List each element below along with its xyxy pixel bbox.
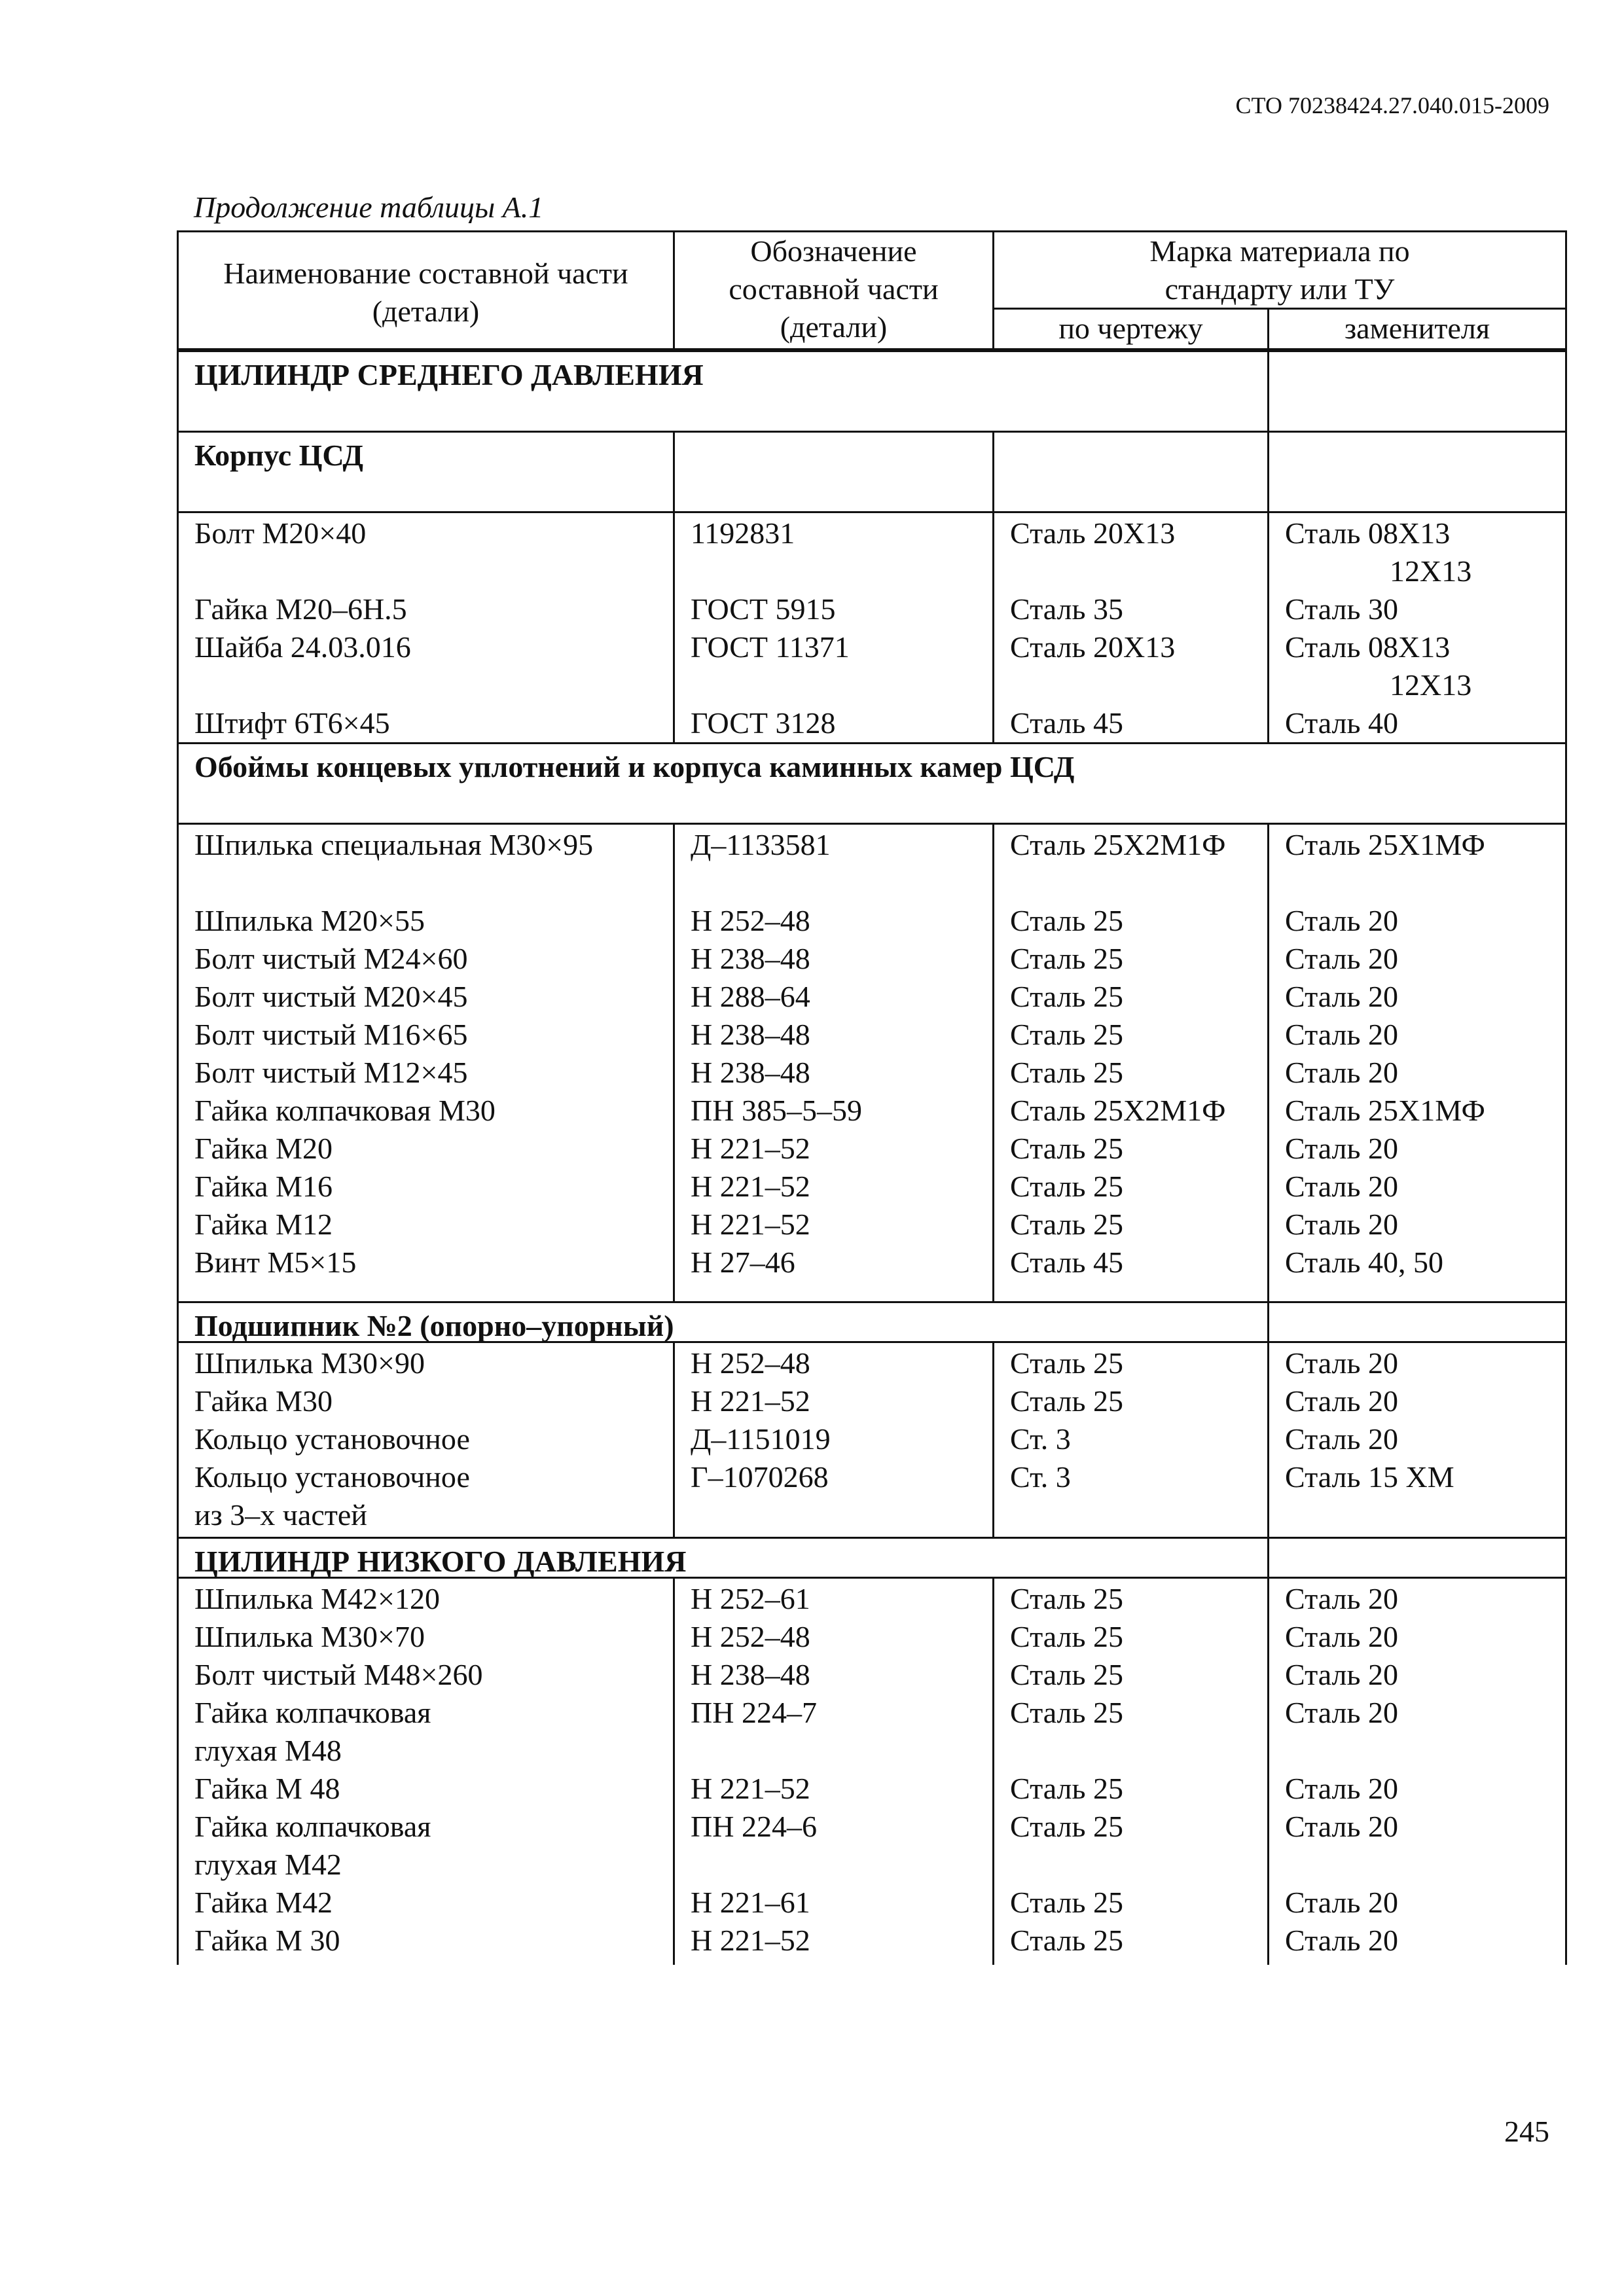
table-cell: Сталь 20	[1285, 1346, 1398, 1380]
table-cell	[1285, 864, 1549, 902]
section-title: Подшипник №2 (опорно–упорный)	[194, 1309, 674, 1342]
table-cell: Сталь 20	[1285, 1422, 1398, 1456]
table-cell: Н 252–48	[691, 904, 810, 937]
header-material: Марка материала по стандарту или ТУ	[992, 232, 1565, 310]
table-cell	[691, 552, 977, 590]
table-cell: ГОСТ 5915	[691, 592, 836, 626]
table-cell: Сталь 25Х2М1Ф	[1010, 1094, 1226, 1127]
table-cell: Гайка колпачковая М30	[194, 1094, 496, 1127]
designation-column	[673, 513, 992, 742]
substitute-column	[1267, 825, 1565, 1301]
section-row	[179, 744, 1565, 825]
table-cell: Гайка М12	[194, 1208, 333, 1241]
table-cell: Кольцо установочное	[194, 1460, 470, 1494]
table-cell: Сталь 20	[1285, 942, 1398, 975]
table-cell	[194, 666, 657, 704]
table-cell: Шпилька М20×55	[194, 904, 425, 937]
table-cell: Сталь 20	[1285, 1018, 1398, 1051]
table-cell: Сталь 08Х13	[1285, 630, 1451, 664]
table-cell: Гайка М20	[194, 1132, 333, 1165]
table-cell	[691, 864, 977, 902]
table-cell: Сталь 45	[1010, 706, 1123, 740]
table-cell: Сталь 25	[1010, 1582, 1123, 1615]
table-cell: Кольцо установочное	[194, 1422, 470, 1456]
table-cell: Гайка М20–6Н.5	[194, 592, 407, 626]
table-cell: Болт М20×40	[194, 516, 367, 550]
table-cell: Н 238–48	[691, 1018, 810, 1051]
table-cell: Н 27–46	[691, 1246, 795, 1279]
table-cell: Гайка М 48	[194, 1772, 340, 1805]
empty-cell	[992, 433, 1267, 511]
table-cell: Сталь 25Х1МФ	[1285, 1094, 1485, 1127]
empty-cell	[1267, 1303, 1565, 1341]
page-number: 245	[1504, 2115, 1549, 2148]
table-cell: из 3–х частей	[194, 1498, 367, 1532]
table-cell: Сталь 20	[1285, 1772, 1398, 1805]
table-cell: Сталь 20	[1285, 1056, 1398, 1089]
table-cell: Н 221–52	[691, 1924, 810, 1957]
table-cell: Сталь 25	[1010, 1346, 1123, 1380]
section-title: Корпус ЦСД	[194, 439, 364, 472]
table-cell: Болт чистый М48×260	[194, 1658, 483, 1691]
table-cell	[1010, 552, 1252, 590]
table-cell: Сталь 35	[1010, 592, 1123, 626]
table-cell	[1010, 1732, 1252, 1770]
substitute-column	[1267, 1343, 1565, 1537]
table-cell: Винт М5×15	[194, 1246, 357, 1279]
table-cell: Н 238–48	[691, 1658, 810, 1691]
table-cell: Сталь 25	[1010, 1810, 1123, 1843]
table-cell	[1285, 1496, 1549, 1534]
table-cell: Сталь 08Х13	[1285, 516, 1451, 550]
table-cell: Болт чистый М12×45	[194, 1056, 468, 1089]
table-cell: Сталь 25	[1010, 1886, 1123, 1919]
table-cell	[194, 864, 657, 902]
data-row-group	[179, 1343, 1565, 1539]
table-cell: Гайка колпачковая	[194, 1810, 431, 1843]
table-cell	[691, 666, 977, 704]
table-cell: глухая М42	[194, 1848, 342, 1881]
table-cell: Ст. 3	[1010, 1422, 1071, 1456]
table-cell: 12Х13	[1390, 668, 1472, 702]
table-cell: Сталь 20	[1285, 1658, 1398, 1691]
table-cell: Болт чистый М24×60	[194, 942, 468, 975]
designation-column	[673, 1579, 992, 1965]
table-cell: Н 221–52	[691, 1170, 810, 1203]
material-column	[992, 1343, 1267, 1537]
table-cell: Н 252–61	[691, 1582, 810, 1615]
table-cell: Сталь 20	[1285, 1620, 1398, 1653]
table-cell	[194, 552, 657, 590]
table-caption: Продолжение таблицы А.1	[194, 190, 544, 224]
table-cell: Сталь 25	[1010, 1924, 1123, 1957]
materials-table	[177, 230, 1567, 1965]
header-substitute: заменителя	[1267, 310, 1565, 348]
table-cell: 1192831	[691, 516, 795, 550]
table-cell: Н 238–48	[691, 942, 810, 975]
material-column	[992, 513, 1267, 742]
section-title: Обоймы концевых уплотнений и корпуса каминных камер ЦСД	[194, 750, 1075, 783]
table-cell: Сталь 20	[1285, 1810, 1398, 1843]
table-cell	[691, 1732, 977, 1770]
data-row-group	[179, 825, 1565, 1303]
table-cell: ПН 224–7	[691, 1696, 817, 1729]
table-cell: Болт чистый М20×45	[194, 980, 468, 1013]
table-cell: Сталь 20	[1285, 1924, 1398, 1957]
table-cell	[691, 1846, 977, 1884]
table-cell: ПН 224–6	[691, 1810, 817, 1843]
header-name: Наименование составной части (детали)	[223, 257, 628, 328]
table-cell: Н 288–64	[691, 980, 810, 1013]
table-cell: Сталь 20	[1285, 1132, 1398, 1165]
table-cell: Сталь 25	[1010, 1658, 1123, 1691]
table-cell	[1010, 666, 1252, 704]
material-column	[992, 1579, 1267, 1965]
table-cell: 12Х13	[1390, 554, 1472, 588]
table-cell: Н 221–52	[691, 1208, 810, 1241]
table-cell: Н 252–48	[691, 1620, 810, 1653]
table-cell: Сталь 20	[1285, 1384, 1398, 1418]
document-code: СТО 70238424.27.040.015-2009	[1235, 92, 1549, 118]
table-cell: Н 252–48	[691, 1346, 810, 1380]
section-title: ЦИЛИНДР НИЗКОГО ДАВЛЕНИЯ	[194, 1545, 687, 1578]
table-cell: Сталь 20	[1285, 1208, 1398, 1241]
table-cell: Сталь 20Х13	[1010, 516, 1176, 550]
table-cell: Сталь 20	[1285, 904, 1398, 937]
table-cell: Гайка М16	[194, 1170, 333, 1203]
table-cell: Сталь 25Х2М1Ф	[1010, 828, 1226, 861]
section-title: ЦИЛИНДР СРЕДНЕГО ДАВЛЕНИЯ	[194, 358, 704, 391]
table-cell: Д–1133581	[691, 828, 831, 861]
table-cell: глухая М48	[194, 1734, 342, 1767]
table-cell: Сталь 25	[1010, 1620, 1123, 1653]
table-cell: Сталь 25	[1010, 942, 1123, 975]
table-cell: Н 238–48	[691, 1056, 810, 1089]
table-cell: Н 221–61	[691, 1886, 810, 1919]
section-row	[179, 1303, 1565, 1343]
header-by-drawing: по чертежу	[992, 310, 1267, 348]
substitute-column	[1267, 513, 1565, 742]
table-cell: Шайба 24.03.016	[194, 630, 411, 664]
table-cell: Г–1070268	[691, 1460, 829, 1494]
table-cell: Н 221–52	[691, 1384, 810, 1418]
section-row	[179, 352, 1565, 433]
table-cell: Н 221–52	[691, 1772, 810, 1805]
data-row-group	[179, 513, 1565, 744]
table-header	[179, 232, 1565, 352]
table-cell: Сталь 20	[1285, 980, 1398, 1013]
empty-cell	[1267, 433, 1565, 511]
table-cell: Д–1151019	[691, 1422, 831, 1456]
table-cell: Ст. 3	[1010, 1460, 1071, 1494]
data-row-group	[179, 1579, 1565, 1965]
section-row	[179, 433, 1565, 513]
table-cell: Гайка М30	[194, 1384, 333, 1418]
table-cell: Сталь 25	[1010, 1170, 1123, 1203]
table-cell: Шпилька М42×120	[194, 1582, 440, 1615]
table-cell: Шпилька М30×90	[194, 1346, 425, 1380]
table-cell: Сталь 25	[1010, 1056, 1123, 1089]
table-cell: Н 221–52	[691, 1132, 810, 1165]
table-body	[179, 352, 1565, 1965]
empty-cell	[1267, 1539, 1565, 1577]
table-cell	[1285, 1732, 1549, 1770]
header-designation: Обозначение составной части (детали)	[673, 232, 992, 348]
table-cell: Сталь 20	[1285, 1886, 1398, 1919]
part-name-column	[179, 513, 673, 742]
table-cell: Сталь 40	[1285, 706, 1398, 740]
designation-column	[673, 1343, 992, 1537]
table-cell: Шпилька М30×70	[194, 1620, 425, 1653]
table-cell: Сталь 20	[1285, 1696, 1398, 1729]
table-cell: Сталь 25	[1010, 980, 1123, 1013]
table-cell	[1010, 864, 1252, 902]
substitute-column	[1267, 1579, 1565, 1965]
table-cell: ПН 385–5–59	[691, 1094, 862, 1127]
table-cell: Сталь 15 ХМ	[1285, 1460, 1454, 1494]
part-name-column	[179, 825, 673, 1301]
table-cell: Шпилька специальная М30×95	[194, 828, 594, 861]
designation-column	[673, 825, 992, 1301]
part-name-column	[179, 1343, 673, 1537]
table-cell: Сталь 25	[1010, 1772, 1123, 1805]
table-cell: Сталь 25	[1010, 1384, 1123, 1418]
table-cell: Сталь 25	[1010, 1696, 1123, 1729]
table-cell: Сталь 25	[1010, 1018, 1123, 1051]
empty-cell	[1267, 352, 1565, 431]
table-cell	[1010, 1846, 1252, 1884]
section-row	[179, 1539, 1565, 1579]
table-cell: ГОСТ 3128	[691, 706, 836, 740]
table-cell: Гайка колпачковая	[194, 1696, 431, 1729]
table-cell: Сталь 20Х13	[1010, 630, 1176, 664]
table-cell: Сталь 25	[1010, 1208, 1123, 1241]
table-cell: Сталь 30	[1285, 592, 1398, 626]
table-cell: Сталь 25	[1010, 904, 1123, 937]
table-cell: ГОСТ 11371	[691, 630, 850, 664]
material-column	[992, 825, 1267, 1301]
table-cell: Сталь 25	[1010, 1132, 1123, 1165]
table-cell: Штифт 6Т6×45	[194, 706, 390, 740]
table-cell: Сталь 20	[1285, 1582, 1398, 1615]
table-cell: Сталь 45	[1010, 1246, 1123, 1279]
table-cell	[1010, 1496, 1252, 1534]
table-cell: Сталь 20	[1285, 1170, 1398, 1203]
table-cell	[691, 1496, 977, 1534]
table-cell: Сталь 25Х1МФ	[1285, 828, 1485, 861]
table-cell: Гайка М 30	[194, 1924, 340, 1957]
table-cell: Болт чистый М16×65	[194, 1018, 468, 1051]
table-cell: Гайка М42	[194, 1886, 333, 1919]
empty-cell	[673, 433, 992, 511]
table-cell	[1285, 1846, 1549, 1884]
part-name-column	[179, 1579, 673, 1965]
table-cell: Сталь 40, 50	[1285, 1246, 1443, 1279]
